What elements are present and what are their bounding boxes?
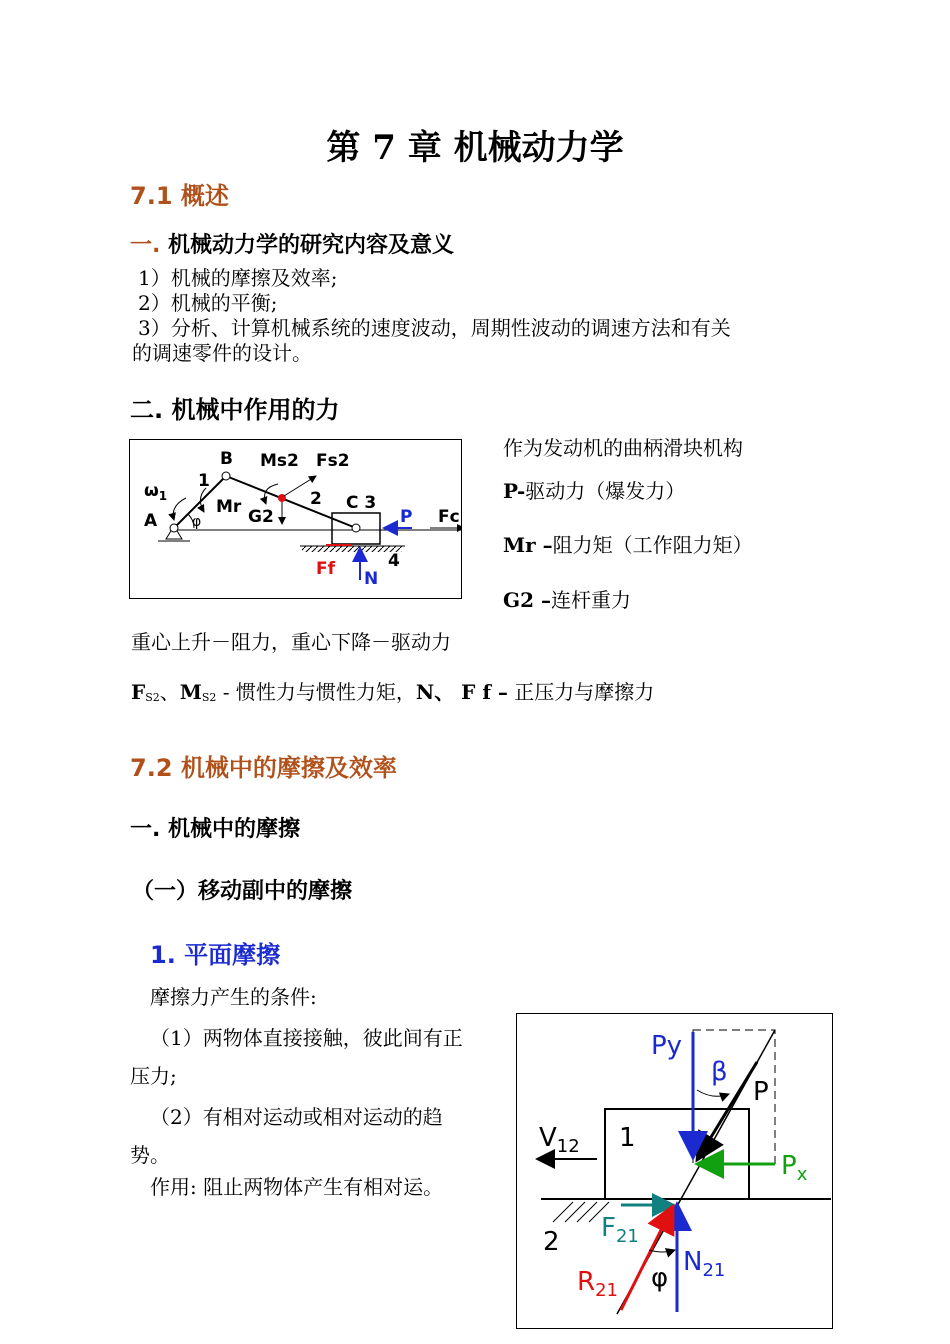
beta-arc [697,1090,729,1096]
subheading-text: 机械动力学的研究内容及意义 [168,233,455,258]
label-ff: Ff [316,559,336,579]
label-phi: φ [651,1263,669,1293]
label-fs2: Fs2 [316,451,350,471]
rail-hatching [302,546,402,552]
gravity-line: 重心上升－阻力，重心下降－驱动力 [131,630,451,654]
subheading-forces: 二. 机械中作用的力 [130,396,340,424]
page-title: 第 7 章 机械动力学 [326,128,624,168]
label-4: 4 [388,551,400,571]
side-text-g2: G2 –连杆重力 [503,588,631,612]
label-mr: Mr [216,497,242,517]
condition-2-line1: （2）有相对运动或相对运动的趋 [150,1105,443,1129]
label-n21: $N_{21}$ [683,1247,726,1281]
condition-2-line2: 势。 [130,1143,170,1167]
label-px: $P_x$ [781,1151,808,1185]
subheading-sliding-pair: （一）移动副中的摩擦 [132,879,353,904]
list-item: 1）机械的摩擦及效率; [138,266,338,290]
condition-heading: 摩擦力产生的条件: [150,985,317,1009]
list-item: 3）分析、计算机械系统的速度波动，周期性波动的调速方法和有关 [138,316,731,340]
label-link-2: 2 [310,489,322,509]
label-fc: Fc [438,507,460,527]
list-item: 2）机械的平衡; [138,291,278,315]
joint-c [352,524,360,532]
label-py: Py [651,1031,683,1061]
subheading-research-content [130,228,454,259]
label-block-1: 1 [619,1123,636,1153]
label-n: N [364,569,379,589]
label-link-1: 1 [198,471,210,491]
label-a: A [144,511,158,531]
label-b: B [220,449,233,469]
label-p: P [753,1077,769,1107]
label-g2: G2 [248,507,274,527]
plane-friction-figure [516,1013,833,1329]
label-c3: C 3 [346,493,377,513]
joint-a [170,524,178,532]
slider-crank-diagram [130,440,461,598]
point-plane-friction: 1. 平面摩擦 [150,941,281,969]
slider-crank-figure [129,439,462,599]
plane-friction-diagram [517,1014,832,1328]
section-heading-7-2: 7.2 机械中的摩擦及效率 [130,754,397,782]
label-f21: $F_{21}$ [601,1213,639,1247]
condition-1-line1: （1）两物体直接接触，彼此间有正 [150,1026,463,1050]
subheading-number: 一. [130,233,161,258]
label-ground-2: 2 [543,1227,560,1257]
label-phi: φ [192,514,202,530]
side-text-mr: Mr –阻力矩（工作阻力矩） [503,533,753,557]
section-heading-7-1: 7.1 概述 [130,182,229,210]
condition-1-line2: 压力; [130,1064,177,1088]
side-text-mechanism: 作为发动机的曲柄滑块机构 [503,436,743,460]
joint-b [222,472,230,480]
forces-line: $F_{S2}$、$M_{S2}$ - 惯性力与惯性力矩，N、 F f – 正压力与摩擦力 [131,680,655,704]
subheading-friction: 一. 机械中的摩擦 [130,817,301,842]
label-ms2: Ms2 [260,451,299,471]
connecting-rod [226,476,356,528]
research-list [132,266,731,366]
label-beta: β [711,1057,728,1087]
list-item: 的调速零件的设计。 [132,341,312,365]
label-r21: $R_{21}$ [577,1267,618,1301]
label-v12: $V_{12}$ [539,1123,580,1157]
label-p: P [400,507,413,527]
label-omega: $\omega_1$ [144,481,168,503]
side-text-p: P-驱动力（爆发力） [503,479,686,503]
r21-arrow [621,1206,673,1310]
effect-line: 作用: 阻止两物体产生有相对运。 [150,1175,444,1199]
